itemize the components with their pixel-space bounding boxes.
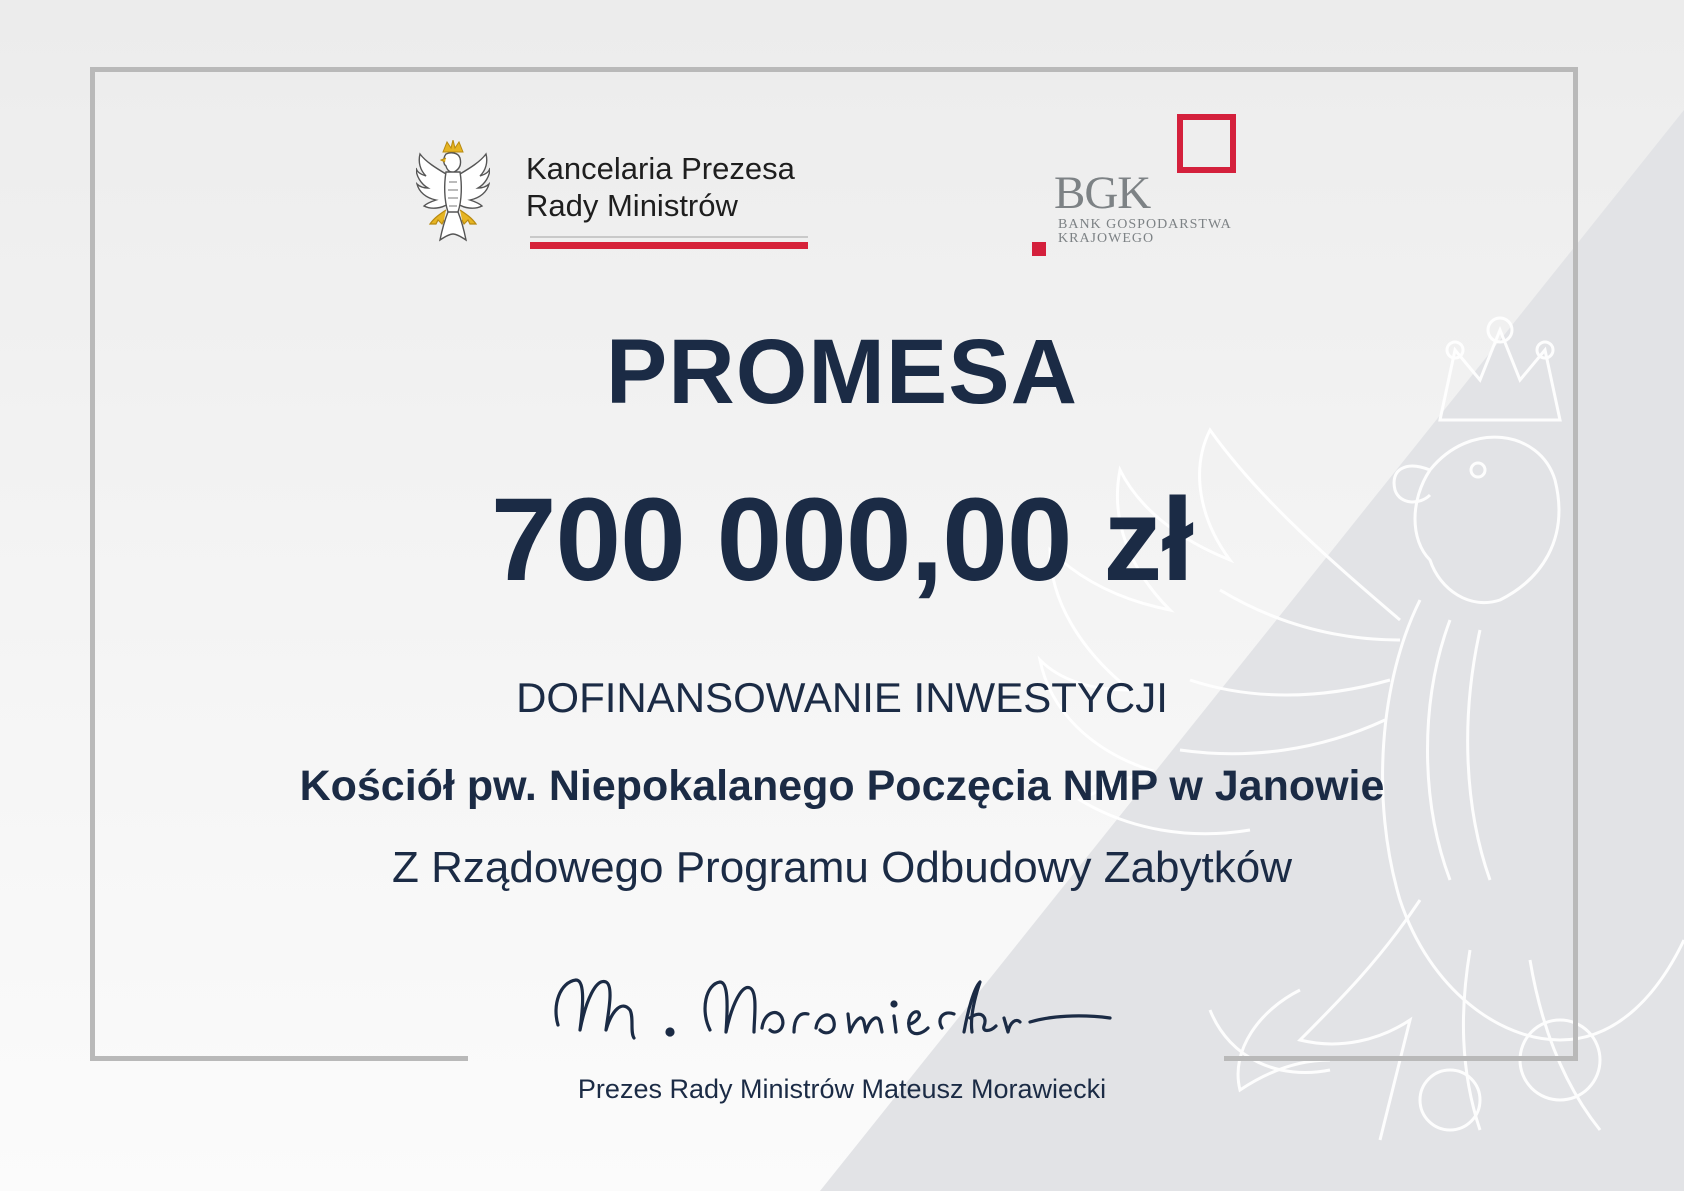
kprm-name-line1: Kancelaria Prezesa bbox=[526, 151, 795, 186]
kprm-logo bbox=[416, 140, 816, 255]
promise-amount: 700 000,00 zł bbox=[490, 474, 1194, 606]
kprm-red-stripe bbox=[530, 242, 808, 249]
white-eagle-emblem-icon bbox=[416, 140, 490, 250]
program-name: Z Rządowego Programu Odbudowy Zabytków bbox=[392, 843, 1292, 892]
document-title: PROMESA bbox=[605, 321, 1079, 423]
bgk-small-red-square-icon bbox=[1032, 242, 1046, 256]
bgk-acronym: BGK bbox=[1054, 167, 1151, 219]
document-subtitle: DOFINANSOWANIE INWESTYCJI bbox=[516, 674, 1168, 721]
frame-bottom-right-border bbox=[1224, 1056, 1578, 1061]
bgk-name-line2: KRAJOWEGO bbox=[1058, 231, 1155, 246]
bgk-red-square-icon bbox=[1177, 114, 1236, 173]
bgk-logo bbox=[1030, 110, 1240, 262]
kprm-name-line2: Rady Ministrów bbox=[526, 188, 738, 223]
handwritten-signature bbox=[550, 970, 1140, 1060]
frame-top-border bbox=[90, 67, 1578, 72]
kprm-grey-stripe bbox=[530, 236, 808, 238]
project-name: Kościół pw. Niepokalanego Poczęcia NMP w Janowie bbox=[299, 762, 1385, 810]
frame-bottom-left-border bbox=[90, 1056, 468, 1061]
signer-name: Prezes Rady Ministrów Mateusz Morawiecki bbox=[577, 1074, 1107, 1104]
bgk-name-line1: BANK GOSPODARSTWA bbox=[1058, 217, 1232, 232]
